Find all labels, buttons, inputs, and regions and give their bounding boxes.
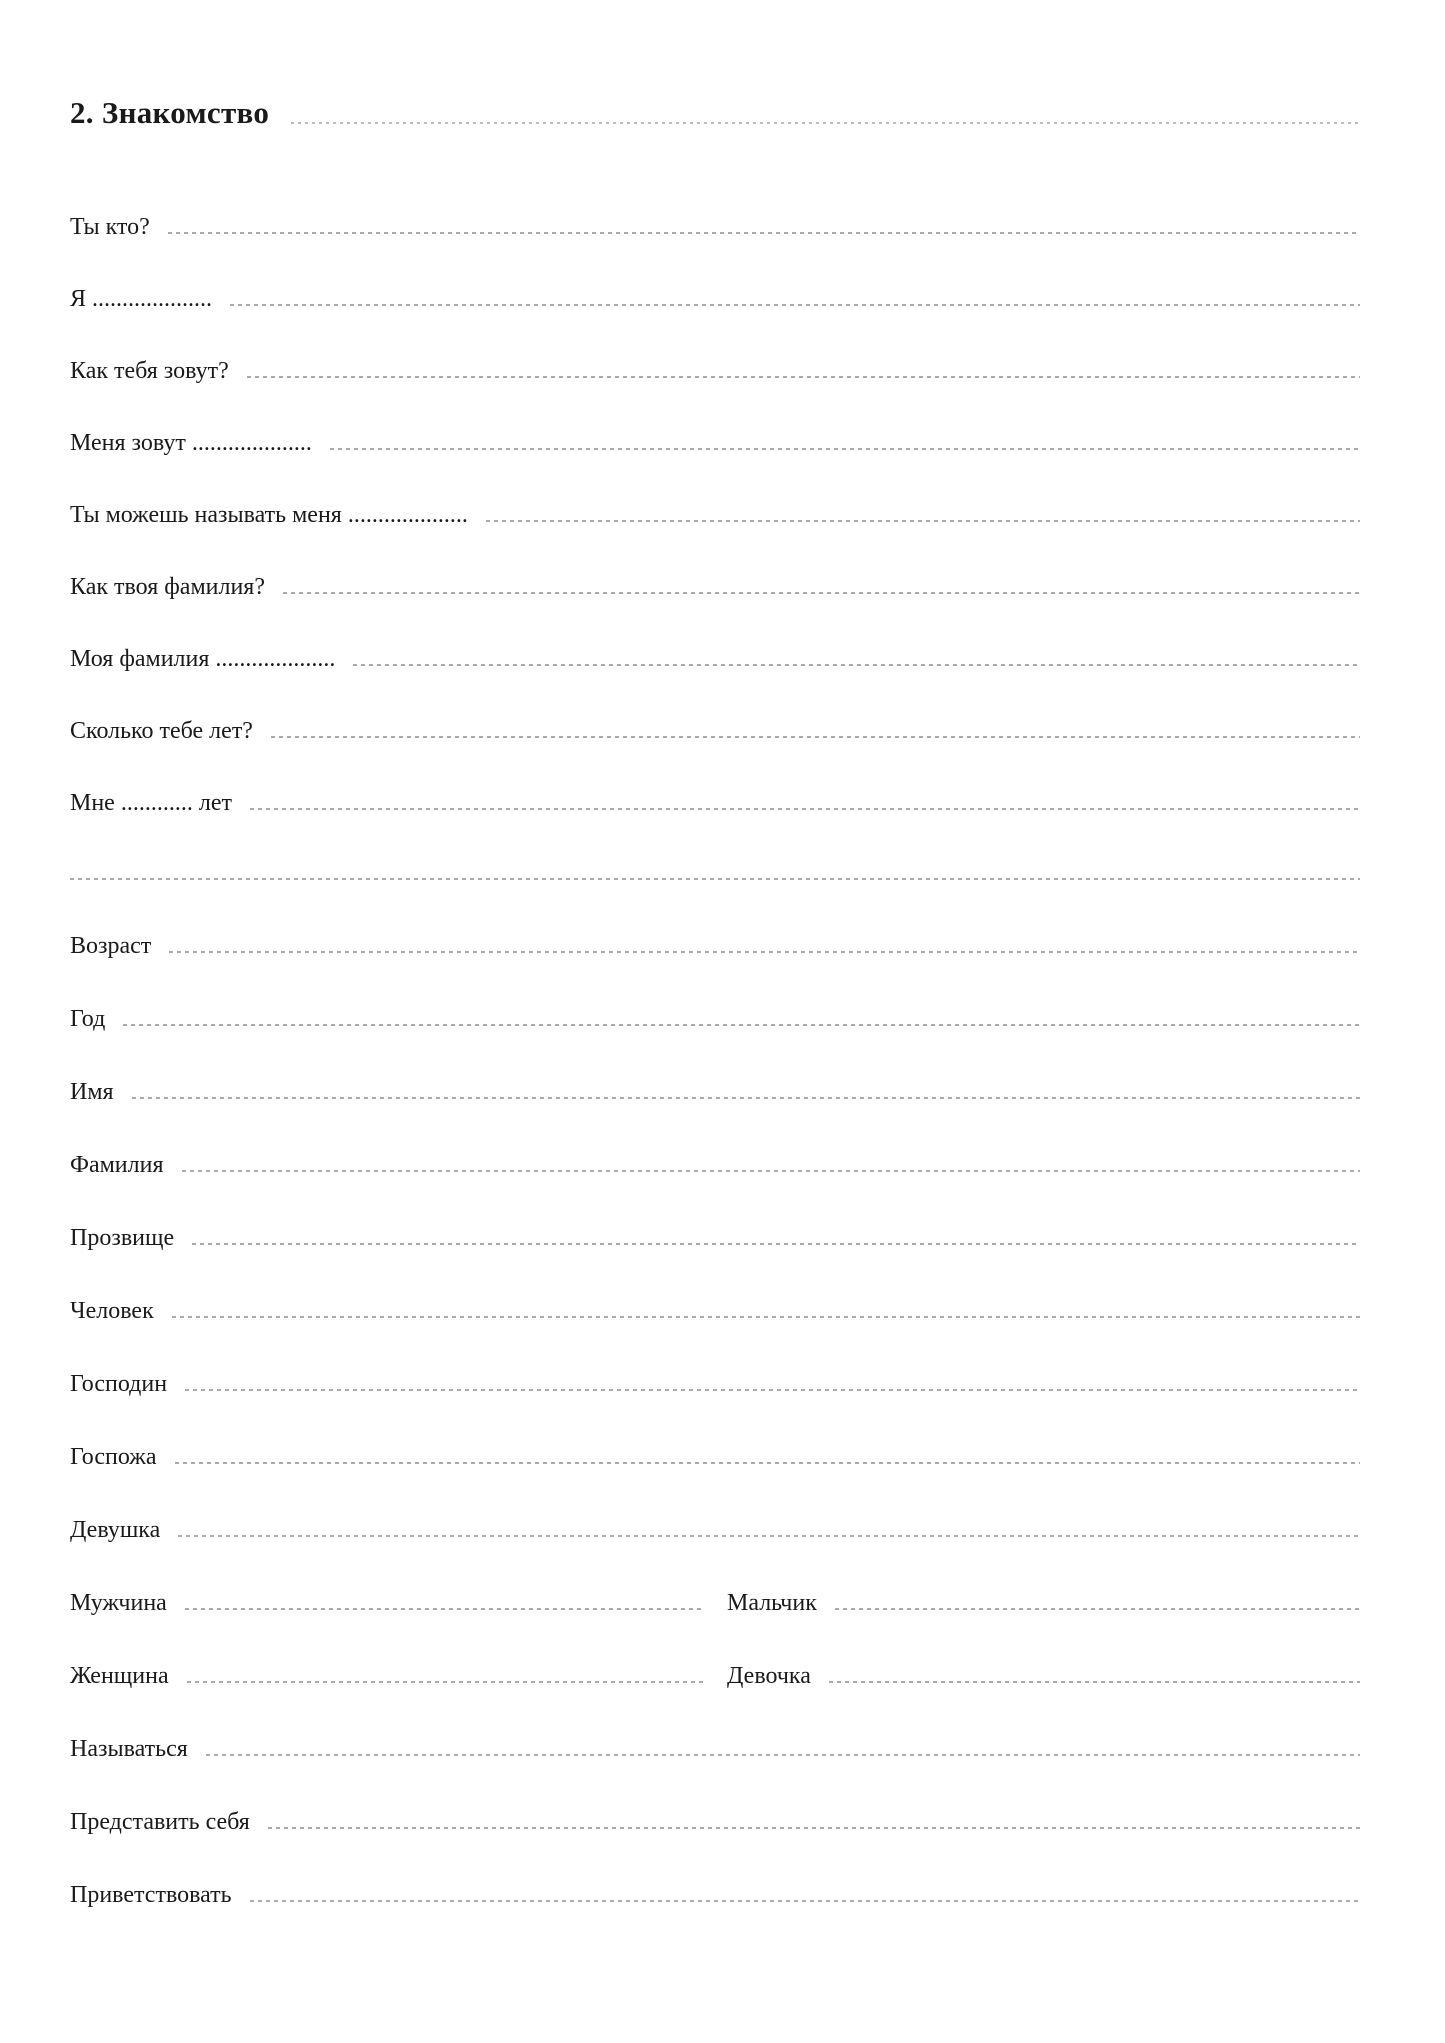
qa-section — [70, 167, 1360, 885]
vocab-term: Возраст — [70, 933, 152, 959]
phrase-row — [70, 671, 1360, 743]
vocab-row — [70, 1688, 1360, 1761]
fill-in-dotted-line — [175, 1462, 1361, 1464]
phrase-row — [70, 599, 1360, 671]
phrase-label: Как твоя фамилия? — [70, 574, 265, 600]
fill-in-dotted-line — [353, 664, 1360, 666]
vocab-row — [70, 1834, 1360, 1907]
vocab-term: Год — [70, 1006, 106, 1032]
phrase-row — [70, 455, 1360, 527]
vocab-term: Женщина — [70, 1663, 169, 1689]
fill-in-dotted-line — [70, 878, 1360, 880]
vocab-term: Прозвище — [70, 1225, 175, 1251]
phrase-row — [70, 743, 1360, 815]
phrase-row — [70, 239, 1360, 311]
vocab-term: Имя — [70, 1079, 114, 1105]
vocab-term: Приветствовать — [70, 1882, 232, 1908]
fill-in-dotted-line — [330, 448, 1360, 450]
vocab-row — [70, 1177, 1360, 1250]
phrase-label: Ты можешь называть меня .................... — [70, 502, 468, 528]
fill-in-dotted-line — [132, 1097, 1360, 1099]
fill-in-dotted-line — [168, 232, 1360, 234]
title-dotted-line — [291, 122, 1360, 124]
vocab-term: Называться — [70, 1736, 188, 1762]
page-title: 2. Знакомство — [70, 95, 270, 130]
vocab-row-pair — [70, 1615, 1360, 1688]
vocab-pair-right — [727, 1664, 1360, 1688]
fill-in-dotted-line — [250, 1900, 1360, 1902]
vocab-pair-left — [70, 1664, 703, 1688]
phrase-label: Мне ............ лет — [70, 790, 232, 816]
phrase-label: Ты кто? — [70, 214, 150, 240]
fill-in-dotted-line — [250, 808, 1360, 810]
section-title-row — [70, 88, 1360, 128]
vocab-term: Человек — [70, 1298, 154, 1324]
vocab-row — [70, 1323, 1360, 1396]
phrase-label: Как тебя зовут? — [70, 358, 229, 384]
blank-answer-row — [70, 815, 1360, 885]
vocab-row — [70, 1469, 1360, 1542]
fill-in-dotted-line — [268, 1827, 1360, 1829]
phrase-label: Я .................... — [70, 286, 213, 312]
fill-in-dotted-line — [486, 520, 1360, 522]
fill-in-dotted-line — [271, 736, 1360, 738]
fill-in-dotted-line — [123, 1024, 1360, 1026]
fill-in-dotted-line — [169, 951, 1360, 953]
phrase-label: Меня зовут .................... — [70, 430, 312, 456]
fill-in-dotted-line — [192, 1243, 1360, 1245]
fill-in-dotted-line — [185, 1608, 703, 1610]
vocab-term: Девушка — [70, 1517, 161, 1543]
phrase-row — [70, 383, 1360, 455]
vocab-term: Господин — [70, 1371, 168, 1397]
phrase-label: Сколько тебе лет? — [70, 718, 253, 744]
vocab-row — [70, 1761, 1360, 1834]
fill-in-dotted-line — [182, 1170, 1360, 1172]
vocab-term: Мальчик — [727, 1590, 817, 1616]
vocab-pair-left — [70, 1591, 703, 1615]
phrase-row — [70, 311, 1360, 383]
fill-in-dotted-line — [247, 376, 1360, 378]
fill-in-dotted-line — [835, 1608, 1360, 1610]
vocab-term: Фамилия — [70, 1152, 164, 1178]
vocab-row-pair — [70, 1542, 1360, 1615]
phrase-row — [70, 527, 1360, 599]
vocab-row — [70, 958, 1360, 1031]
vocab-row — [70, 1250, 1360, 1323]
vocab-term: Мужчина — [70, 1590, 167, 1616]
fill-in-dotted-line — [829, 1681, 1360, 1683]
fill-in-dotted-line — [178, 1535, 1360, 1537]
fill-in-dotted-line — [185, 1389, 1360, 1391]
fill-in-dotted-line — [206, 1754, 1360, 1756]
vocab-row — [70, 1104, 1360, 1177]
fill-in-dotted-line — [172, 1316, 1360, 1318]
phrase-label: Моя фамилия .................... — [70, 646, 336, 672]
vocab-row — [70, 1031, 1360, 1104]
vocab-row — [70, 1396, 1360, 1469]
vocab-section — [70, 885, 1360, 1907]
vocab-term: Госпожа — [70, 1444, 157, 1470]
fill-in-dotted-line — [230, 304, 1360, 306]
vocab-pair-right — [727, 1591, 1360, 1615]
fill-in-dotted-line — [187, 1681, 703, 1683]
phrase-row — [70, 167, 1360, 239]
fill-in-dotted-line — [283, 592, 1360, 594]
vocab-row — [70, 885, 1360, 958]
vocab-term: Девочка — [727, 1663, 811, 1689]
vocab-term: Представить себя — [70, 1809, 250, 1835]
